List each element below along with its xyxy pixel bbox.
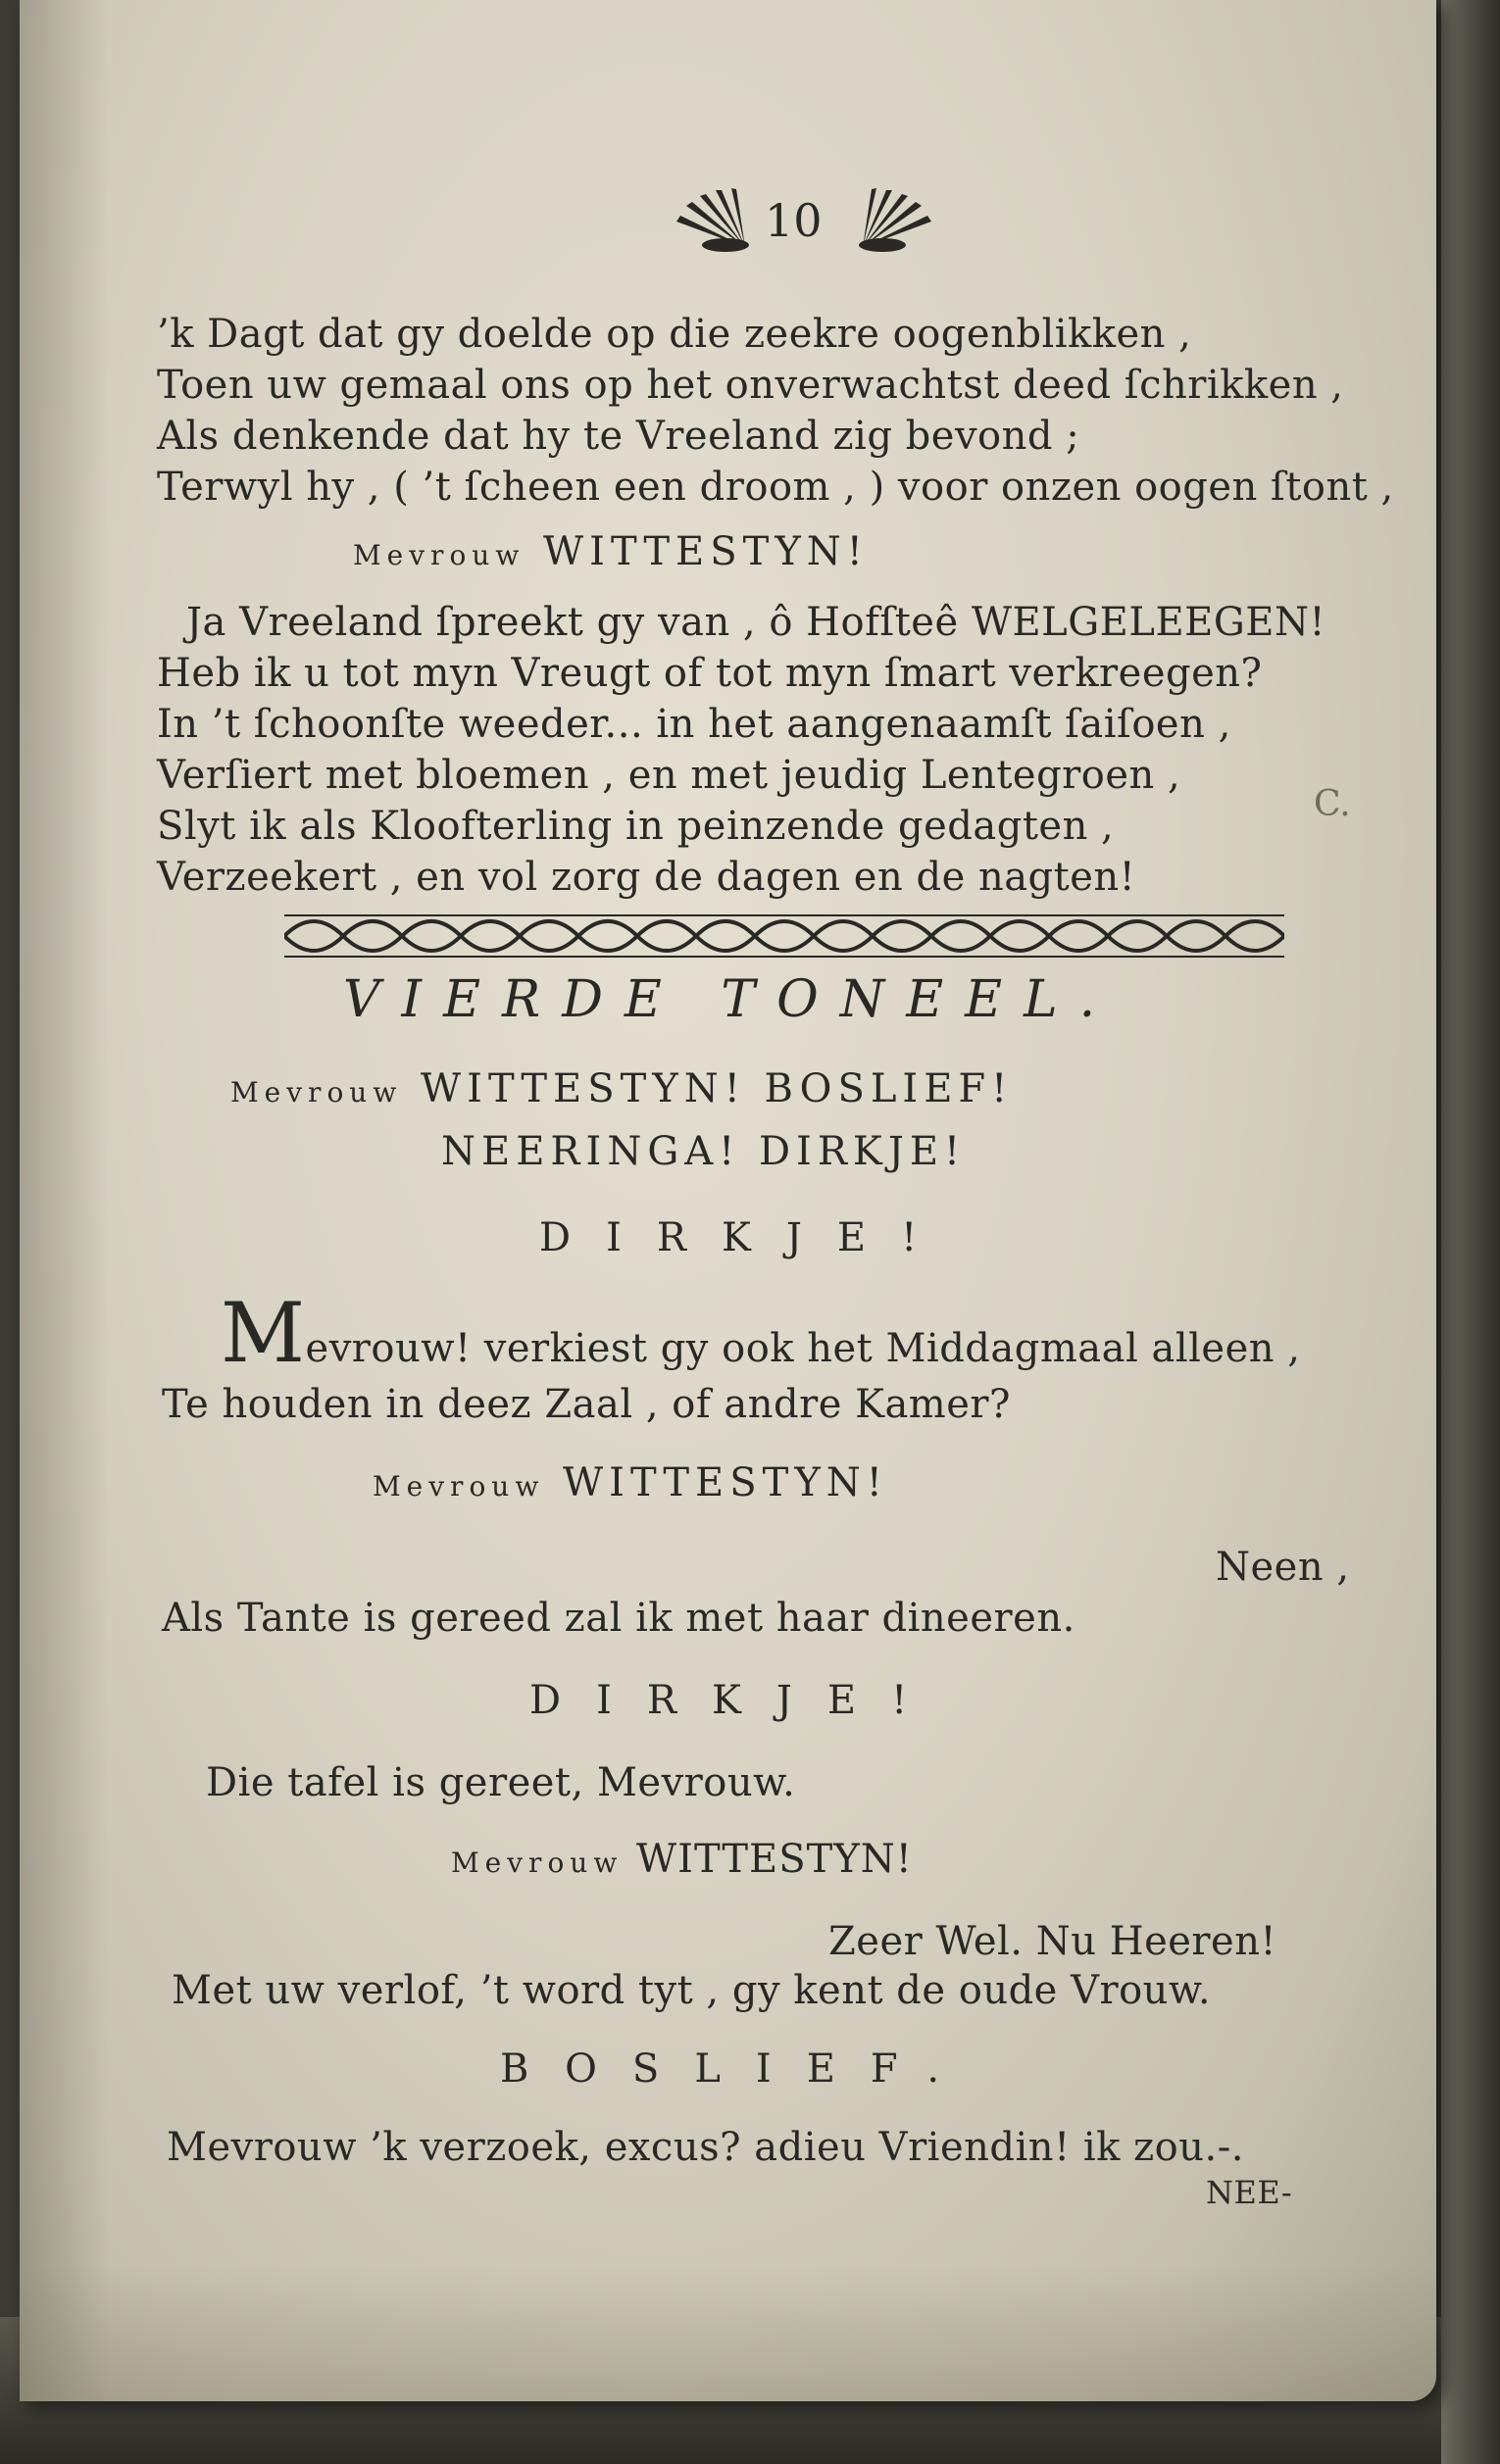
verse-line: Verſiert met bloemen , en met jeudig Lentegroen , <box>157 753 1181 798</box>
fleuron-left-icon <box>667 186 755 255</box>
speech-line: Die tafel is gereet, Mevrouw. <box>206 1760 796 1805</box>
book-edge <box>1441 0 1500 2464</box>
verse-line: Als denkende dat hy te Vreeland zig bevond ; <box>157 414 1080 459</box>
speaker-name: WITTESTYN! <box>543 529 869 574</box>
margin-mark: C. <box>1314 784 1351 824</box>
speaker-label: BOSLIEF. <box>500 2046 975 2092</box>
speech-line: Als Tante is gereed zal ik met haar dineeren. <box>162 1596 1075 1641</box>
speaker-label <box>373 1460 888 1505</box>
catchword: NEE- <box>1206 2174 1293 2211</box>
speaker-name: WITTESTYN! <box>636 1837 913 1882</box>
drop-cap: M <box>221 1285 306 1381</box>
fleuron-right-icon <box>853 186 941 255</box>
speech-text: evrouw! verkiest gy ook het Middagmaal alleen , <box>305 1326 1301 1371</box>
verse-line: ’k Dagt dat gy doelde op die zeekre oogenblikken , <box>157 312 1192 357</box>
verse-line: Verzeekert , en vol zorg de dagen en de nagten! <box>157 855 1136 900</box>
speech-line: Zeer Wel. Nu Heeren! <box>828 1919 1277 1964</box>
cast-line-2: NEERINGA! DIRKJE! <box>441 1129 967 1174</box>
verse-line: Ja Vreeland ſpreekt gy van , ô Hofſteê WELGELEEGEN! <box>186 600 1326 645</box>
book-page <box>20 0 1436 2401</box>
speech-line: Met uw verlof, ’t word tyt , gy kent de oude Vrouw. <box>172 1968 1212 2013</box>
cast-line-1: WITTESTYN! BOSLIEF! <box>421 1066 1014 1111</box>
speech-line: Mevrouw ’k verzoek, excus? adieu Vriendin! ik zou.-. <box>167 2125 1244 2170</box>
scene-heading: VIERDE TONEEL. <box>343 970 1118 1029</box>
speech-line: Te houden in deez Zaal , of andre Kamer? <box>162 1382 1011 1427</box>
speaker-prefix: Mevrouw <box>451 1847 624 1879</box>
page-header <box>667 186 941 265</box>
speaker-prefix: Mevrouw <box>373 1470 545 1503</box>
verse-line: Toen uw gemaal ons op het onverwachtst deed ſchrikken , <box>157 363 1344 408</box>
speaker-prefix: Mevrouw <box>353 539 525 571</box>
verse-line: In ’t ſchoonſte weeder... in het aangenaamſt ſaiſoen , <box>157 702 1231 747</box>
speech-line <box>221 1285 1301 1381</box>
verse-line: Terwyl hy , ( ’t ſcheen een droom , ) voor onzen oogen ſtont , <box>157 465 1394 510</box>
page-number: 10 <box>765 194 823 247</box>
speaker-label <box>353 529 869 574</box>
speaker-name: WITTESTYN! <box>563 1460 888 1505</box>
speech-line: Neen , <box>1216 1545 1350 1590</box>
verse-line: Heb ik u tot myn Vreugt of tot myn ſmart verkreegen? <box>157 651 1263 696</box>
speaker-label: DIRKJE! <box>539 1215 953 1260</box>
ornamental-rule <box>284 912 1284 961</box>
cast-prefix: Mevrouw <box>230 1076 403 1109</box>
speaker-label: DIRKJE! <box>529 1678 943 1723</box>
speaker-label <box>451 1837 913 1882</box>
verse-line: Slyt ik als Kloofterling in peinzende gedagten , <box>157 804 1115 849</box>
cast-list <box>230 1066 1013 1111</box>
